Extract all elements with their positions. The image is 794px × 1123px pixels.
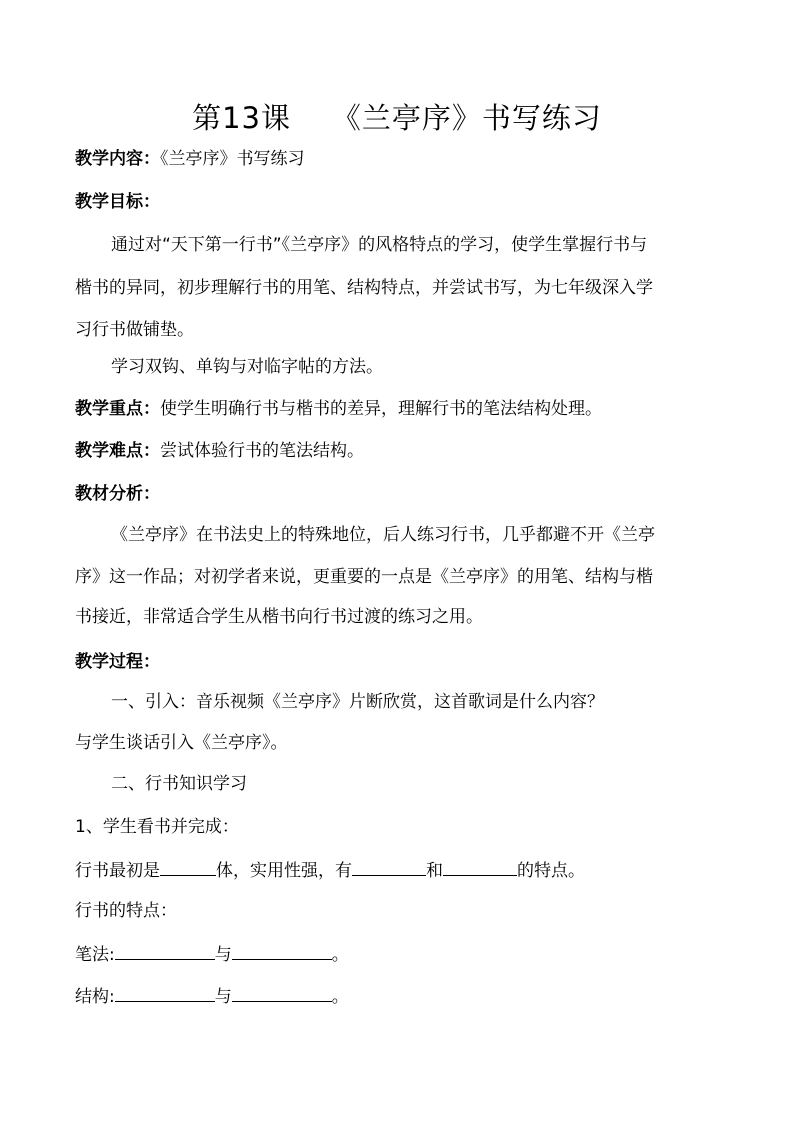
structure-label: 结构: (75, 987, 115, 1007)
blank-field[interactable] (115, 941, 215, 960)
goals-paragraph-line-3: 习行书做铺垫。 (75, 320, 194, 340)
analysis-line-1: 《兰亭序》在书法史上的特殊地位，后人练习行书，几乎都避不开《兰亭 (111, 525, 655, 545)
fill-text-b: 体，实用性强，有 (216, 861, 352, 881)
fill-text-c: 和 (426, 861, 443, 881)
difficulty-label: 教学难点： (75, 441, 160, 461)
brush-label: 笔法: (75, 945, 115, 965)
task-1: 1、学生看书并完成： (75, 817, 239, 837)
analysis-line-2: 序》这一作品；对初学者来说，更重要的一点是《兰亭序》的用笔、结构与楷 (75, 567, 653, 587)
blank-field[interactable] (160, 857, 216, 876)
difficulty-line (75, 439, 735, 463)
fill-in-line-1 (75, 857, 735, 883)
difficulty-text: 尝试体验行书的笔法结构。 (160, 441, 364, 461)
teaching-content-label: 教学内容： (75, 149, 160, 169)
structure-line (75, 983, 735, 1009)
blank-field[interactable] (232, 983, 332, 1002)
brush-mid: 与 (214, 945, 232, 965)
blank-field[interactable] (443, 857, 517, 876)
key-points-line (75, 397, 735, 421)
key-points-label: 教学重点： (75, 399, 160, 419)
goals-paragraph-2: 学习双钩、单钩与对临字帖的方法。 (111, 357, 383, 377)
blank-field[interactable] (352, 857, 426, 876)
teaching-content-line (75, 147, 735, 171)
brush-end: 。 (331, 945, 349, 965)
analysis-label: 教材分析： (75, 484, 160, 504)
structure-mid: 与 (214, 987, 232, 1007)
process-step-2: 二、行书知识学习 (111, 774, 247, 794)
goals-paragraph-line-2: 楷书的异同，初步理解行书的用笔、结构特点，并尝试书写，为七年级深入学 (75, 278, 653, 298)
fill-text-d: 的特点。 (517, 861, 585, 881)
fill-text-a: 行书最初是 (75, 861, 160, 881)
blank-field[interactable] (232, 941, 332, 960)
process-step-1: 一、引入：音乐视频《兰亭序》片断欣赏，这首歌词是什么内容？ (111, 692, 604, 712)
features-label: 行书的特点： (75, 901, 177, 921)
process-step-1-note: 与学生谈话引入《兰亭序》。 (75, 733, 288, 753)
structure-end: 。 (331, 987, 349, 1007)
key-points-text: 使学生明确行书与楷书的差异，理解行书的笔法结构处理。 (160, 399, 602, 419)
teaching-content-text: 《兰亭序》书写练习 (160, 149, 305, 169)
blank-field[interactable] (115, 983, 215, 1002)
process-label: 教学过程： (75, 652, 160, 672)
page-title: 第13课 《兰亭序》书写练习 (192, 101, 602, 135)
teaching-goals-label: 教学目标： (75, 192, 160, 212)
goals-paragraph-line-1: 通过对“天下第一行书”《兰亭序》的风格特点的学习，使学生掌握行书与 (111, 235, 648, 255)
analysis-line-3: 书接近，非常适合学生从楷书向行书过渡的练习之用。 (75, 607, 483, 627)
brush-line (75, 941, 735, 967)
